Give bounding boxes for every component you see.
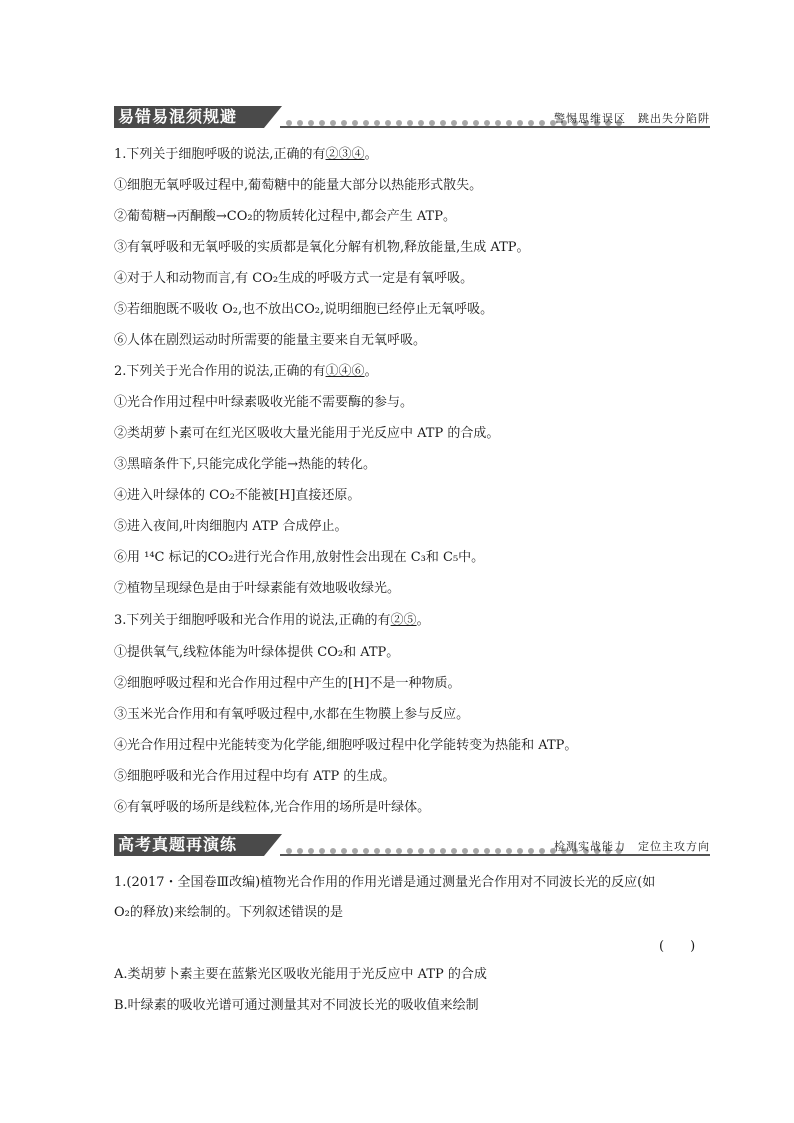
- list-item: ④进入叶绿体的 CO₂不能被[H]直接还原。: [114, 488, 361, 503]
- list-item: ⑤进入夜间,叶肉细胞内 ATP 合成停止。: [114, 519, 348, 534]
- list-item: ②细胞呼吸过程和光合作用过程中产生的[H]不是一种物质。: [114, 676, 461, 691]
- section-tab-slant: [264, 106, 282, 128]
- list-item: ⑥用 ¹⁴C 标记的CO₂进行光合作用,放射性会出现在 C₃和 C₅中。: [114, 550, 485, 565]
- list-item: ②类胡萝卜素可在红光区吸收大量光能用于光反应中 ATP 的合成。: [114, 426, 500, 441]
- list-item: ①光合作用过程中叶绿素吸收光能不需要酶的参与。: [114, 395, 414, 410]
- list-item: ③玉米光合作用和有氧呼吸过程中,水都在生物膜上参与反应。: [114, 707, 470, 722]
- section-header-errors: [114, 106, 710, 128]
- question-2-stem: 2.下列关于光合作用的说法,正确的有①④⑥。: [114, 364, 378, 379]
- section-header-exam: [114, 834, 710, 856]
- section-title: 易错易混须规避: [114, 106, 264, 128]
- section-subtitle: 检测实战能力 定位主攻方向: [554, 840, 710, 853]
- list-item: ③黑暗条件下,只能完成化学能→热能的转化。: [114, 457, 377, 472]
- list-item: ①提供氧气,线粒体能为叶绿体提供 CO₂和 ATP。: [114, 645, 400, 660]
- option-b: B.叶绿素的吸收光谱可通过测量其对不同波长光的吸收值来绘制: [114, 998, 479, 1013]
- list-item: ②葡萄糖→丙酮酸→CO₂的物质转化过程中,都会产生 ATP。: [114, 209, 456, 224]
- section-tab-slant: [264, 834, 282, 856]
- list-item: ④对于人和动物而言,有 CO₂生成的呼吸方式一定是有氧呼吸。: [114, 271, 474, 286]
- answer-blank: ( ): [659, 939, 696, 954]
- list-item: ⑦植物呈现绿色是由于叶绿素能有效地吸收绿光。: [114, 581, 401, 596]
- question-3-stem: 3.下列关于细胞呼吸和光合作用的说法,正确的有②⑤。: [114, 613, 430, 628]
- answer-3: ②⑤: [390, 613, 417, 628]
- list-item: ③有氧呼吸和无氧呼吸的实质都是氧化分解有机物,释放能量,生成 ATP。: [114, 240, 530, 255]
- exam-question-line-1: 1.(2017・全国卷Ⅲ改编)植物光合作用的作用光谱是通过测量光合作用对不同波长光的反应(如: [114, 875, 656, 890]
- list-item: ⑥有氧呼吸的场所是线粒体,光合作用的场所是叶绿体。: [114, 800, 431, 815]
- option-a: A.类胡萝卜素主要在蓝紫光区吸收光能用于光反应中 ATP 的合成: [114, 967, 487, 982]
- list-item: ④光合作用过程中光能转变为化学能,细胞呼吸过程中化学能转变为热能和 ATP。: [114, 738, 578, 753]
- exam-question-line-2: O₂的释放)来绘制的。下列叙述错误的是: [114, 905, 343, 920]
- section-subtitle: 警惕思维误区 跳出失分陷阱: [554, 112, 710, 125]
- section-rule: [280, 126, 710, 128]
- section-title: 高考真题再演练: [114, 834, 264, 856]
- list-item: ①细胞无氧呼吸过程中,葡萄糖中的能量大部分以热能形式散失。: [114, 178, 483, 193]
- answer-1: ②③④: [325, 147, 365, 162]
- question-1-stem: 1.下列关于细胞呼吸的说法,正确的有②③④。: [114, 147, 378, 162]
- list-item: ⑤若细胞既不吸收 O₂,也不放出CO₂,说明细胞已经停止无氧呼吸。: [114, 302, 494, 317]
- section-rule: [280, 854, 710, 856]
- list-item: ⑤细胞呼吸和光合作用过程中均有 ATP 的生成。: [114, 769, 396, 784]
- answer-2: ①④⑥: [325, 364, 365, 379]
- list-item: ⑥人体在剧烈运动时所需要的能量主要来自无氧呼吸。: [114, 333, 427, 348]
